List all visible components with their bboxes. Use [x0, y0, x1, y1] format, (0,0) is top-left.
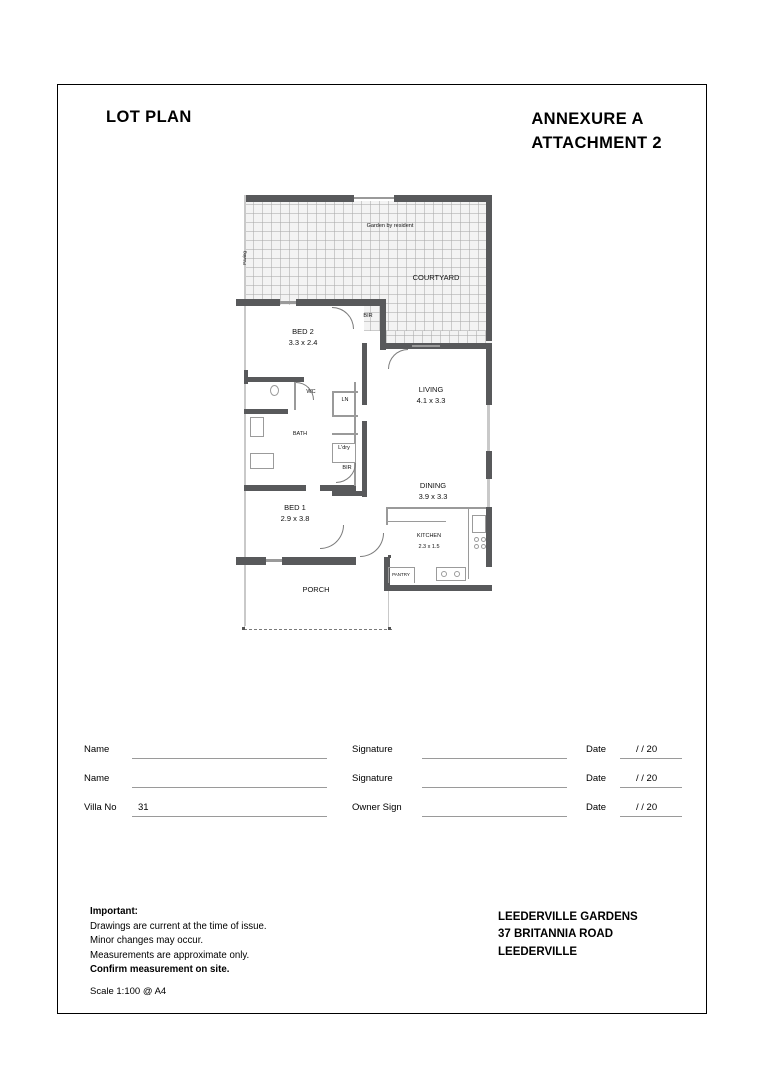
villa-no-value: 31	[138, 802, 149, 813]
label-bir-top: BIR	[363, 313, 373, 319]
label-living: LIVING	[418, 385, 444, 394]
owner-sign-line[interactable]	[422, 816, 567, 817]
porch-boundary-bottom	[244, 629, 392, 630]
vanity-basin	[250, 417, 264, 437]
date-line[interactable]	[620, 816, 682, 817]
door-entry	[360, 533, 384, 557]
date-label: Date	[586, 802, 607, 813]
cooktop-burner-1	[474, 537, 479, 542]
wall-ldry-top	[332, 433, 358, 435]
address-line-1: LEEDERVILLE GARDENS	[498, 911, 638, 923]
wall-ln-box	[332, 391, 358, 393]
window-bed2-top	[280, 301, 296, 304]
date-label: Date	[586, 773, 607, 784]
bath-tub	[250, 453, 274, 469]
porch-boundary-left	[244, 565, 245, 629]
floor-plan	[236, 185, 536, 705]
kitchen-sink	[472, 515, 486, 533]
villa-no-label: Villa No	[84, 802, 117, 813]
kitchen-bench-top	[386, 507, 486, 509]
window-bed1-bottom	[266, 559, 282, 562]
boundary-tick-right	[388, 627, 391, 630]
property-address	[498, 909, 638, 961]
note-line-4: Confirm measurement on site.	[90, 964, 230, 976]
kitchen-bench-left	[386, 507, 388, 525]
date-value: / / 20	[636, 773, 658, 784]
wall-courtyard-right-lower	[486, 303, 492, 341]
signature-block	[84, 741, 680, 829]
wall-kitchen-right	[486, 507, 492, 567]
wall-bir-top	[356, 299, 386, 306]
label-bath: BATH	[292, 431, 308, 437]
important-notes	[90, 905, 267, 978]
date-value: / / 20	[636, 802, 658, 813]
date-line[interactable]	[620, 787, 682, 788]
name-line[interactable]	[132, 758, 327, 759]
scale-note: Scale 1:100 @ A4	[90, 986, 167, 997]
wc-pan	[270, 385, 279, 396]
boundary-tick-left	[242, 627, 245, 630]
label-courtyard: COURTYARD	[412, 273, 460, 282]
wall-courtyard-top-right	[394, 195, 492, 202]
note-line-1: Drawings are current at the time of issue.	[90, 920, 267, 932]
oven-knob-1	[441, 571, 447, 577]
note-line-2: Minor changes may occur.	[90, 935, 204, 947]
date-value: / / 20	[636, 744, 658, 755]
wall-bath-bottom	[244, 485, 306, 491]
label-laundry: L'dry	[338, 445, 350, 451]
label-paving-note: Paving	[242, 251, 247, 265]
villa-row	[84, 799, 680, 829]
door-bed1	[320, 525, 344, 549]
wall-courtyard-right	[486, 195, 492, 303]
label-garden-note: Garden by resident	[366, 223, 414, 229]
label-bed1-dims: 2.9 x 3.8	[280, 514, 310, 523]
signature-row	[84, 770, 680, 799]
villa-no-line[interactable]	[132, 816, 327, 817]
label-pantry: PANTRY	[392, 572, 410, 577]
wall-courtyard-top-gate	[354, 197, 394, 199]
date-label: Date	[586, 744, 607, 755]
name-label: Name	[84, 773, 110, 784]
kitchen-bench-right	[468, 509, 469, 579]
label-bir-bottom: BIR	[342, 465, 352, 471]
annexure-line-2: ATTACHMENT 2	[531, 133, 662, 152]
kitchen-bench-top-edge	[386, 521, 446, 522]
note-line-3: Measurements are approximate only.	[90, 949, 250, 961]
label-dining: DINING	[419, 481, 447, 490]
lot-plan-page	[57, 84, 707, 1014]
signature-line[interactable]	[422, 758, 567, 759]
boundary-tick-mid	[388, 555, 391, 558]
date-line[interactable]	[620, 758, 682, 759]
wall-dining-right	[486, 451, 492, 479]
page-title: LOT PLAN	[106, 108, 192, 126]
cooktop-burner-2	[481, 537, 486, 542]
label-kitchen-dims: 2.3 x 1.5	[418, 544, 440, 550]
wall-bed2-top-2	[296, 299, 356, 306]
address-line-3: LEEDERVILLE	[498, 945, 578, 958]
door-living-courtyard	[388, 349, 408, 369]
porch-boundary-right	[388, 591, 389, 629]
important-heading: Important:	[90, 906, 138, 917]
label-living-dims: 4.1 x 3.3	[416, 396, 446, 405]
wall-dining-right-window	[487, 405, 490, 451]
label-kitchen: KITCHEN	[416, 533, 442, 539]
pantry-box	[388, 567, 414, 568]
label-ln: LN	[341, 397, 349, 403]
owner-sign-label: Owner Sign	[352, 802, 402, 813]
wall-bed1-bottom-2	[282, 557, 356, 565]
signature-label: Signature	[352, 773, 393, 784]
signature-row	[84, 741, 680, 770]
wall-kitchen-right-upper	[487, 479, 490, 507]
oven-knob-2	[454, 571, 460, 577]
label-bed2: BED 2	[292, 327, 314, 336]
label-porch: PORCH	[302, 585, 330, 594]
name-line[interactable]	[132, 787, 327, 788]
wall-ln-bottom	[332, 415, 358, 417]
wall-kitchen-bottom	[386, 585, 492, 591]
label-bed1: BED 1	[284, 503, 306, 512]
wall-hall-right	[362, 343, 367, 405]
wall-bed2-top	[236, 299, 280, 306]
cooktop-burner-3	[474, 544, 479, 549]
address-line-2: 37 BRITANNIA ROAD	[498, 928, 614, 941]
label-bed2-dims: 3.3 x 2.4	[288, 338, 318, 347]
wall-bed1-bottom	[236, 557, 266, 565]
cooktop-burner-4	[481, 544, 486, 549]
annexure-line-1: ANNEXURE A	[531, 110, 644, 128]
window-living-top	[412, 345, 440, 347]
wall-bath-left	[244, 409, 288, 414]
label-wc: WC	[306, 389, 316, 395]
wall-bir2-bottom	[332, 491, 366, 496]
wall-ln-left	[332, 391, 334, 417]
wall-living-right	[486, 343, 492, 405]
name-label: Name	[84, 744, 110, 755]
door-bed2	[332, 307, 354, 329]
annexure-heading	[531, 108, 662, 156]
signature-line[interactable]	[422, 787, 567, 788]
signature-label: Signature	[352, 744, 393, 755]
wall-courtyard-top	[244, 195, 354, 202]
label-dining-dims: 3.9 x 3.3	[418, 492, 448, 501]
